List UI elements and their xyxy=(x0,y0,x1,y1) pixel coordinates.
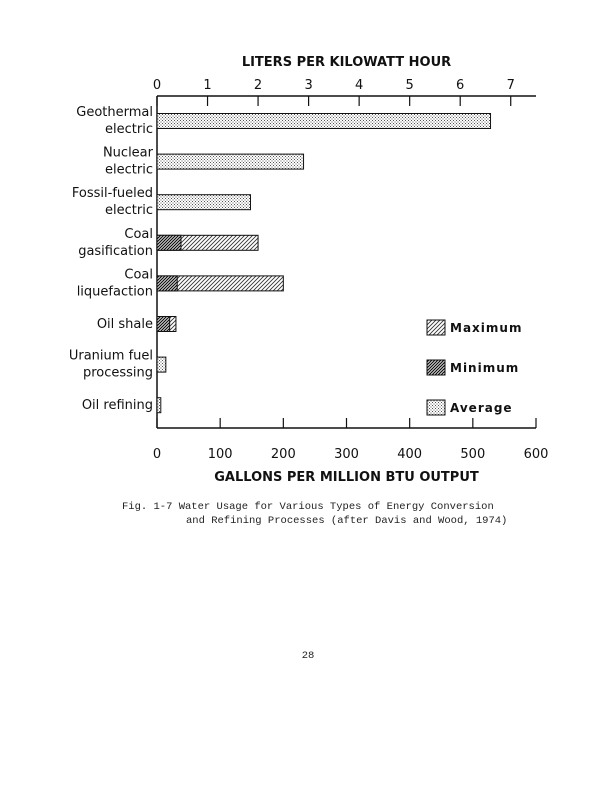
top-tick-label: 0 xyxy=(152,78,162,93)
legend-label-minimum: Minimum xyxy=(450,361,520,375)
category-label: Uranium fuel xyxy=(68,348,153,364)
legend-label-average: Average xyxy=(450,401,513,415)
category-label: Oil shale xyxy=(96,317,153,332)
bar-average xyxy=(157,114,491,129)
category-label: Fossil-fueled xyxy=(71,186,153,202)
top-axis-title: LITERS PER KILOWATT HOUR xyxy=(241,55,452,70)
bottom-tick-label: 600 xyxy=(523,447,549,462)
top-tick-label: 1 xyxy=(203,78,212,93)
top-tick-label: 4 xyxy=(354,78,364,93)
bar-average xyxy=(157,357,166,372)
bar-average xyxy=(157,154,304,169)
top-tick-label: 5 xyxy=(405,78,414,93)
bar-minimum xyxy=(157,317,170,332)
page-number: 28 xyxy=(301,650,315,662)
bar-minimum xyxy=(157,276,177,291)
top-tick-label: 3 xyxy=(304,78,313,93)
category-label: electric xyxy=(105,203,153,219)
category-label: Oil refining xyxy=(81,398,153,414)
bar-average xyxy=(157,398,161,413)
category-label: gasification xyxy=(78,243,153,259)
bottom-tick-label: 200 xyxy=(270,447,296,462)
figure-caption xyxy=(122,500,507,528)
category-label: electric xyxy=(105,122,153,137)
category-label: Nuclear xyxy=(102,145,153,161)
top-tick-label: 2 xyxy=(253,78,263,93)
bottom-tick-label: 300 xyxy=(334,447,359,462)
bar-average xyxy=(157,195,250,210)
category-label: electric xyxy=(105,162,153,178)
bottom-tick-label: 100 xyxy=(207,447,233,462)
top-tick-label: 6 xyxy=(456,78,465,93)
category-label: Coal xyxy=(124,267,153,283)
bottom-tick-label: 400 xyxy=(397,447,423,462)
bar-minimum xyxy=(157,235,181,250)
caption-line-2: and Refining Processes (after Davis and Wood, 1974) xyxy=(186,515,508,527)
caption-line-1: Fig. 1-7 Water Usage for Various Types of Energy Conversion xyxy=(122,501,494,513)
bottom-tick-label: 0 xyxy=(152,447,162,462)
bottom-axis-title: GALLONS PER MILLION BTU OUTPUT xyxy=(214,470,479,485)
category-label: processing xyxy=(82,365,153,381)
legend-label-maximum: Maximum xyxy=(450,321,523,335)
category-label: liquefaction xyxy=(76,284,153,300)
legend-swatch-maximum xyxy=(427,320,445,335)
legend-swatch-minimum xyxy=(427,360,445,375)
category-label: Geothermal xyxy=(76,105,153,120)
bottom-tick-label: 500 xyxy=(460,447,486,462)
top-tick-label: 7 xyxy=(506,78,515,93)
category-label: Coal xyxy=(124,226,153,242)
legend-swatch-average xyxy=(427,400,445,415)
